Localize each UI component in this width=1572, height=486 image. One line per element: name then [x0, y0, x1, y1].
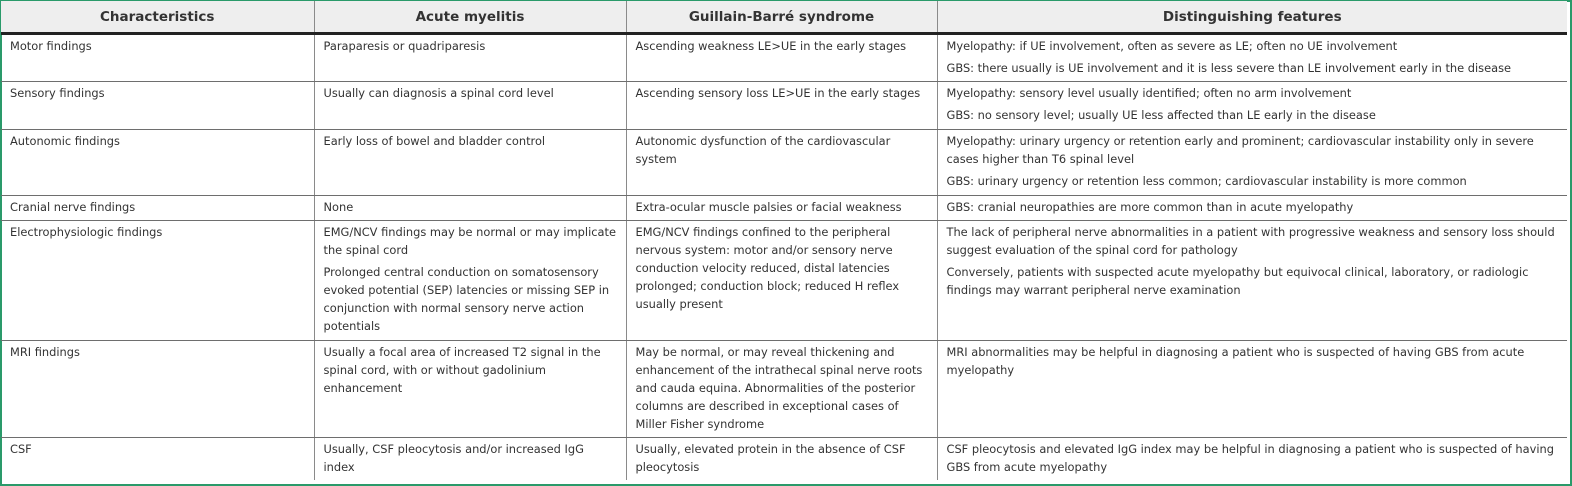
cell-gbs: Usually, elevated protein in the absence of CSF pleocytosis	[626, 438, 937, 481]
cell-characteristic: Electrophysiologic findings	[1, 221, 314, 341]
cell-features: CSF pleocytosis and elevated IgG index may be helpful in diagnosing a patient who is suspected of having GBS from acute myelopathy	[946, 442, 1554, 474]
header-guillain-barre: Guillain-Barré syndrome	[626, 1, 937, 34]
table-row-autonomic	[1, 130, 1567, 196]
header-acute-myelitis: Acute myelitis	[314, 1, 626, 34]
cell-features: GBS: cranial neuropathies are more common than in acute myelopathy	[937, 196, 1567, 221]
cell-myelitis: Usually can diagnosis a spinal cord level	[314, 82, 626, 130]
cell-myelitis: Usually, CSF pleocytosis and/or increased IgG index	[314, 438, 626, 481]
cell-gbs: Ascending weakness LE>UE in the early stages	[626, 34, 937, 82]
cell-gbs: Extra-ocular muscle palsies or facial weakness	[626, 196, 937, 221]
cell-characteristic: Sensory findings	[1, 82, 314, 130]
cell-gbs: May be normal, or may reveal thickening and enhancement of the intrathecal spinal nerve roots and cauda equina. Abnormalities of the posterior columns are described in exceptional cases of Miller Fisher syndrome	[626, 341, 937, 438]
header-distinguishing-features: Distinguishing features	[937, 1, 1567, 34]
cell-features: Myelopathy: urinary urgency or retention early and prominent; cardiovascular instability only in severe cases higher than T6 spinal level GBS: urinary urgency or retention less common; cardiovascular instability is more common	[937, 130, 1567, 196]
cell-myelitis: Paraparesis or quadriparesis	[314, 34, 626, 82]
cell-features: MRI abnormalities may be helpful in diagnosing a patient who is suspected of having GBS from acute myelopathy	[937, 341, 1567, 438]
cell-features: Myelopathy: if UE involvement, often as severe as LE; often no UE involvement GBS: there usually is UE involvement and it is less severe than LE involvement early in the disease	[937, 34, 1567, 82]
table-row-mri	[1, 341, 1567, 438]
cell-characteristic: CSF	[1, 438, 314, 481]
cell-myelitis: Usually a focal area of increased T2 signal in the spinal cord, with or without gadolinium enhancement	[314, 341, 626, 438]
table-row-electrophysiologic	[1, 221, 1567, 341]
cell-myelitis: None	[314, 196, 626, 221]
cell-characteristic: Cranial nerve findings	[1, 196, 314, 221]
cell-gbs: Autonomic dysfunction of the cardiovascular system	[626, 130, 937, 196]
cell-myelitis: Early loss of bowel and bladder control	[314, 130, 626, 196]
header-characteristics: Characteristics	[1, 1, 314, 34]
comparison-table	[1, 1, 1567, 480]
table-row-cranial	[1, 196, 1567, 221]
table-row-csf	[1, 438, 1567, 481]
table-row-sensory	[1, 82, 1567, 130]
cell-myelitis: EMG/NCV findings may be normal or may implicate the spinal cord Prolonged central conduction on somatosensory evoked potential (SEP) latencies or missing SEP in conjunction with normal sensory nerve action potentials	[314, 221, 626, 341]
table-row-motor	[1, 34, 1567, 82]
cell-gbs: Ascending sensory loss LE>UE in the early stages	[626, 82, 937, 130]
cell-features: The lack of peripheral nerve abnormalities in a patient with progressive weakness and sensory loss should suggest evaluation of the spinal cord for pathology Conversely, patients with suspected acute myelopathy but equivocal clinical, laboratory, or radiologic findings may warrant peripheral nerve examination	[937, 221, 1567, 341]
cell-characteristic: Motor findings	[1, 34, 314, 82]
cell-characteristic: MRI findings	[1, 341, 314, 438]
cell-gbs: EMG/NCV findings confined to the peripheral nervous system: motor and/or sensory nerve conduction velocity reduced, distal latencies prolonged; conduction block; reduced H reflex usually present	[626, 221, 937, 341]
cell-features: Myelopathy: sensory level usually identified; often no arm involvement GBS: no sensory level; usually UE less affected than LE early in the disease	[937, 82, 1567, 130]
header-row	[1, 1, 1567, 34]
cell-characteristic: Autonomic findings	[1, 130, 314, 196]
